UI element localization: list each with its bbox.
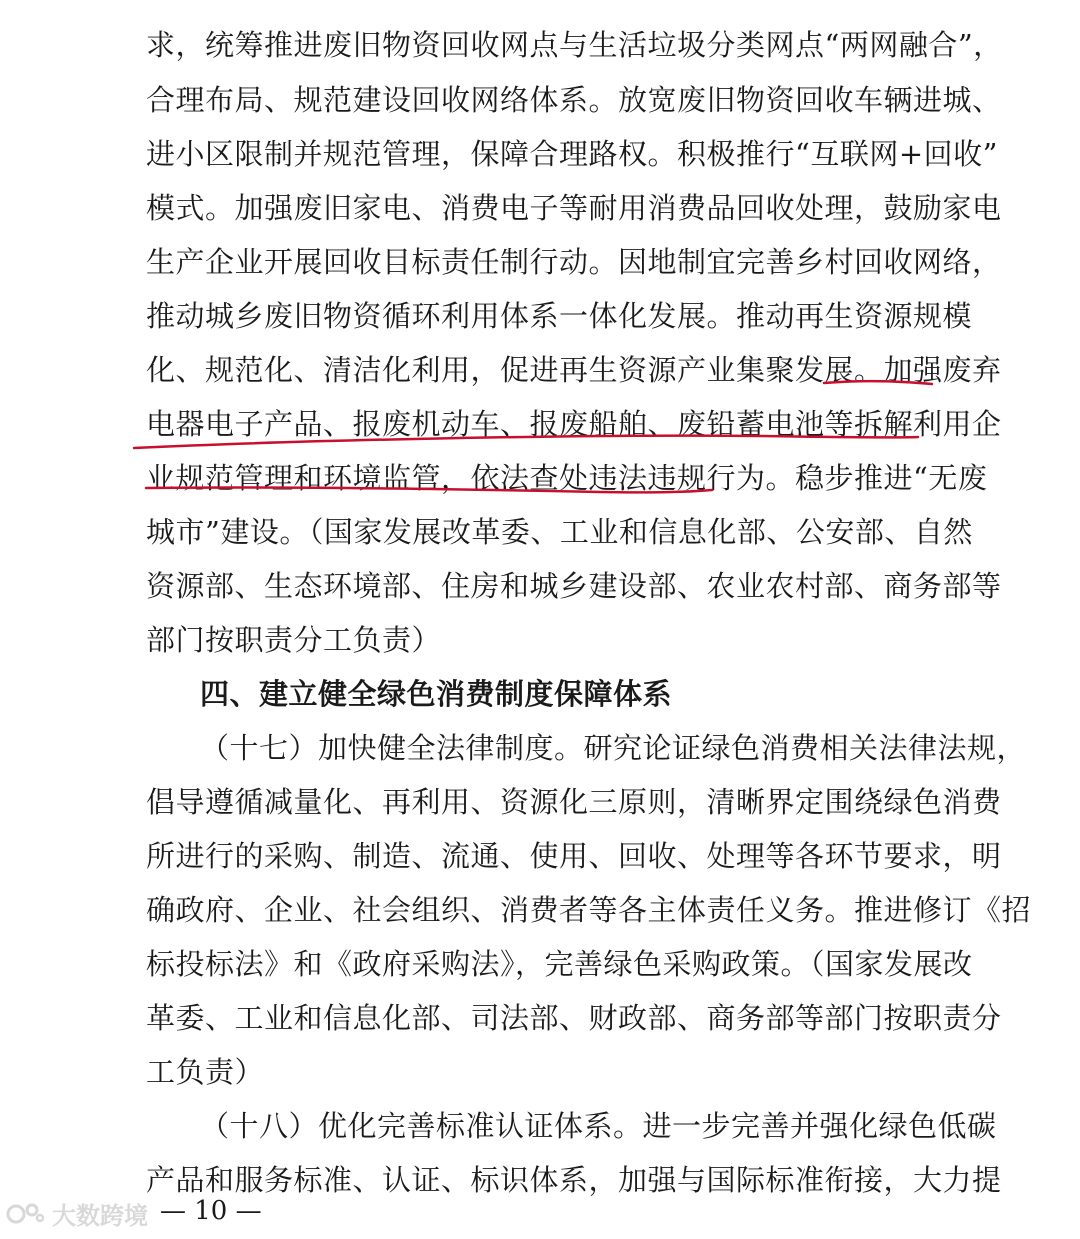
body-line: 求，统筹推进废旧物资回收网点与生活垃圾分类网点“两网融合”， <box>146 28 1003 62</box>
body-line: 革委、工业和信息化部、司法部、财政部、商务部等部门按职责分 <box>146 1001 1002 1035</box>
body-line: 模式。加强废旧家电、消费电子等耐用消费品回收处理，鼓励家电 <box>146 191 1002 225</box>
body-line: 所进行的采购、制造、流通、使用、回收、处理等各环节要求，明 <box>146 839 1002 873</box>
body-line: 生产企业开展回收目标责任制行动。因地制宜完善乡村回收网络， <box>146 245 1002 279</box>
body-line: 城市”建设。（国家发展改革委、工业和信息化部、公安部、自然 <box>146 515 973 549</box>
body-line: 工负责） <box>146 1055 265 1089</box>
body-line: 推动城乡废旧物资循环利用体系一体化发展。推动再生资源规模 <box>146 299 973 333</box>
body-line: 确政府、企业、社会组织、消费者等各主体责任义务。推进修订《招 <box>146 893 1032 927</box>
body-line: 进小区限制并规范管理，保障合理路权。积极推行“互联网+回收” <box>146 137 998 171</box>
section-heading: 四、建立健全绿色消费制度保障体系 <box>200 677 673 711</box>
page-number: — 10 — <box>160 1196 262 1226</box>
body-line: （十七）加快健全法律制度。研究论证绿色消费相关法律法规， <box>200 731 1027 765</box>
body-line: （十八）优化完善标准认证体系。进一步完善并强化绿色低碳 <box>200 1109 997 1143</box>
body-line: 化、规范化、清洁化利用，促进再生资源产业集聚发展。加强废弃 <box>146 353 1002 387</box>
body-line-highlighted: 业规范管理和环境监管，依法查处违法违规行为。稳步推进“无废 <box>146 461 988 495</box>
body-line: 产品和服务标准、认证、标识体系，加强与国际标准衔接，大力提 <box>146 1163 1002 1197</box>
body-line: 资源部、生态环境部、住房和城乡建设部、农业农村部、商务部等 <box>146 569 1002 603</box>
watermark <box>6 1196 148 1231</box>
body-line: 标投标法》和《政府采购法》，完善绿色采购政策。（国家发展改 <box>146 947 973 981</box>
body-line: 合理布局、规范建设回收网络体系。放宽废旧物资回收车辆进城、 <box>146 83 1002 117</box>
watermark-logo-icon <box>6 1200 46 1228</box>
body-line-highlighted: 电器电子产品、报废机动车、报废船舶、废铅蓄电池等拆解利用企 <box>146 407 1002 441</box>
body-line: 倡导遵循减量化、再利用、资源化三原则，清晰界定围绕绿色消费 <box>146 785 1002 819</box>
body-line: 部门按职责分工负责） <box>146 623 442 657</box>
watermark-text: 大数跨境 <box>52 1202 148 1230</box>
